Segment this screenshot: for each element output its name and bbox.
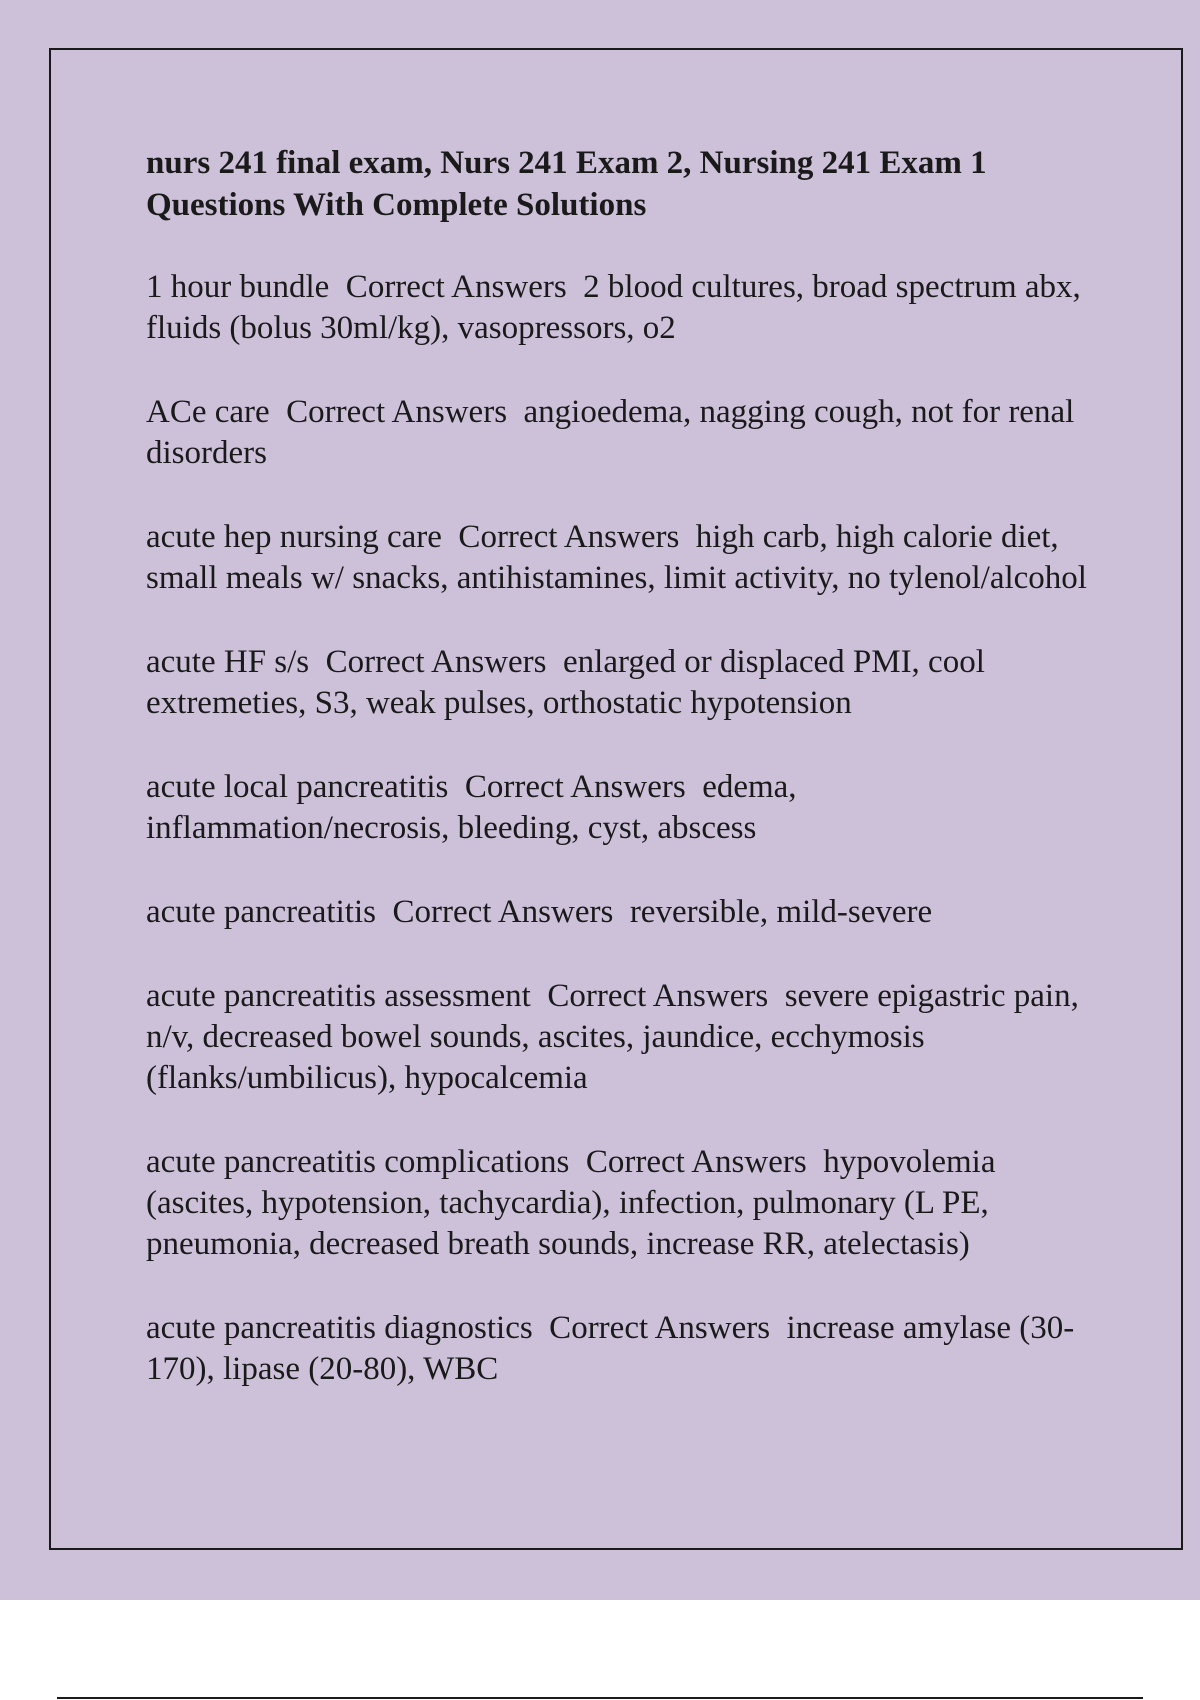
document-title: nurs 241 final exam, Nurs 241 Exam 2, Nursing 241 Exam 1 Questions With Complete Solutions	[146, 145, 987, 223]
footer-divider	[57, 1697, 1143, 1699]
qa-entry: acute pancreatitis assessment Correct Answers severe epigastric pain, n/v, decreased bowel sounds, ascites, jaundice, ecchymosis (flanks/umbilicus), hypocalcemia	[146, 978, 1088, 1096]
qa-entry: 1 hour bundle Correct Answers 2 blood cultures, broad spectrum abx, fluids (bolus 30ml/kg), vasopressors, o2	[146, 269, 1090, 346]
qa-entry: acute hep nursing care Correct Answers high carb, high calorie diet, small meals w/ snacks, antihistamines, limit activity, no tylenol/alcohol	[146, 519, 1087, 596]
document-body	[146, 142, 1106, 1433]
qa-entry: ACe care Correct Answers angioedema, nagging cough, not for renal disorders	[146, 394, 1083, 471]
qa-entry: acute HF s/s Correct Answers enlarged or displaced PMI, cool extremeties, S3, weak pulses, orthostatic hypotension	[146, 644, 994, 721]
qa-entry: acute pancreatitis diagnostics Correct Answers increase amylase (30-170), lipase (20-80), WBC	[146, 1310, 1075, 1387]
qa-entry: acute pancreatitis Correct Answers reversible, mild-severe	[146, 894, 933, 930]
qa-entry: acute pancreatitis complications Correct Answers hypovolemia (ascites, hypotension, tachycardia), infection, pulmonary (L PE, pneumonia, decreased breath sounds, increase RR, atelectasis)	[146, 1144, 1004, 1262]
qa-entry: acute local pancreatitis Correct Answers edema, inflammation/necrosis, bleeding, cyst, abscess	[146, 769, 805, 846]
